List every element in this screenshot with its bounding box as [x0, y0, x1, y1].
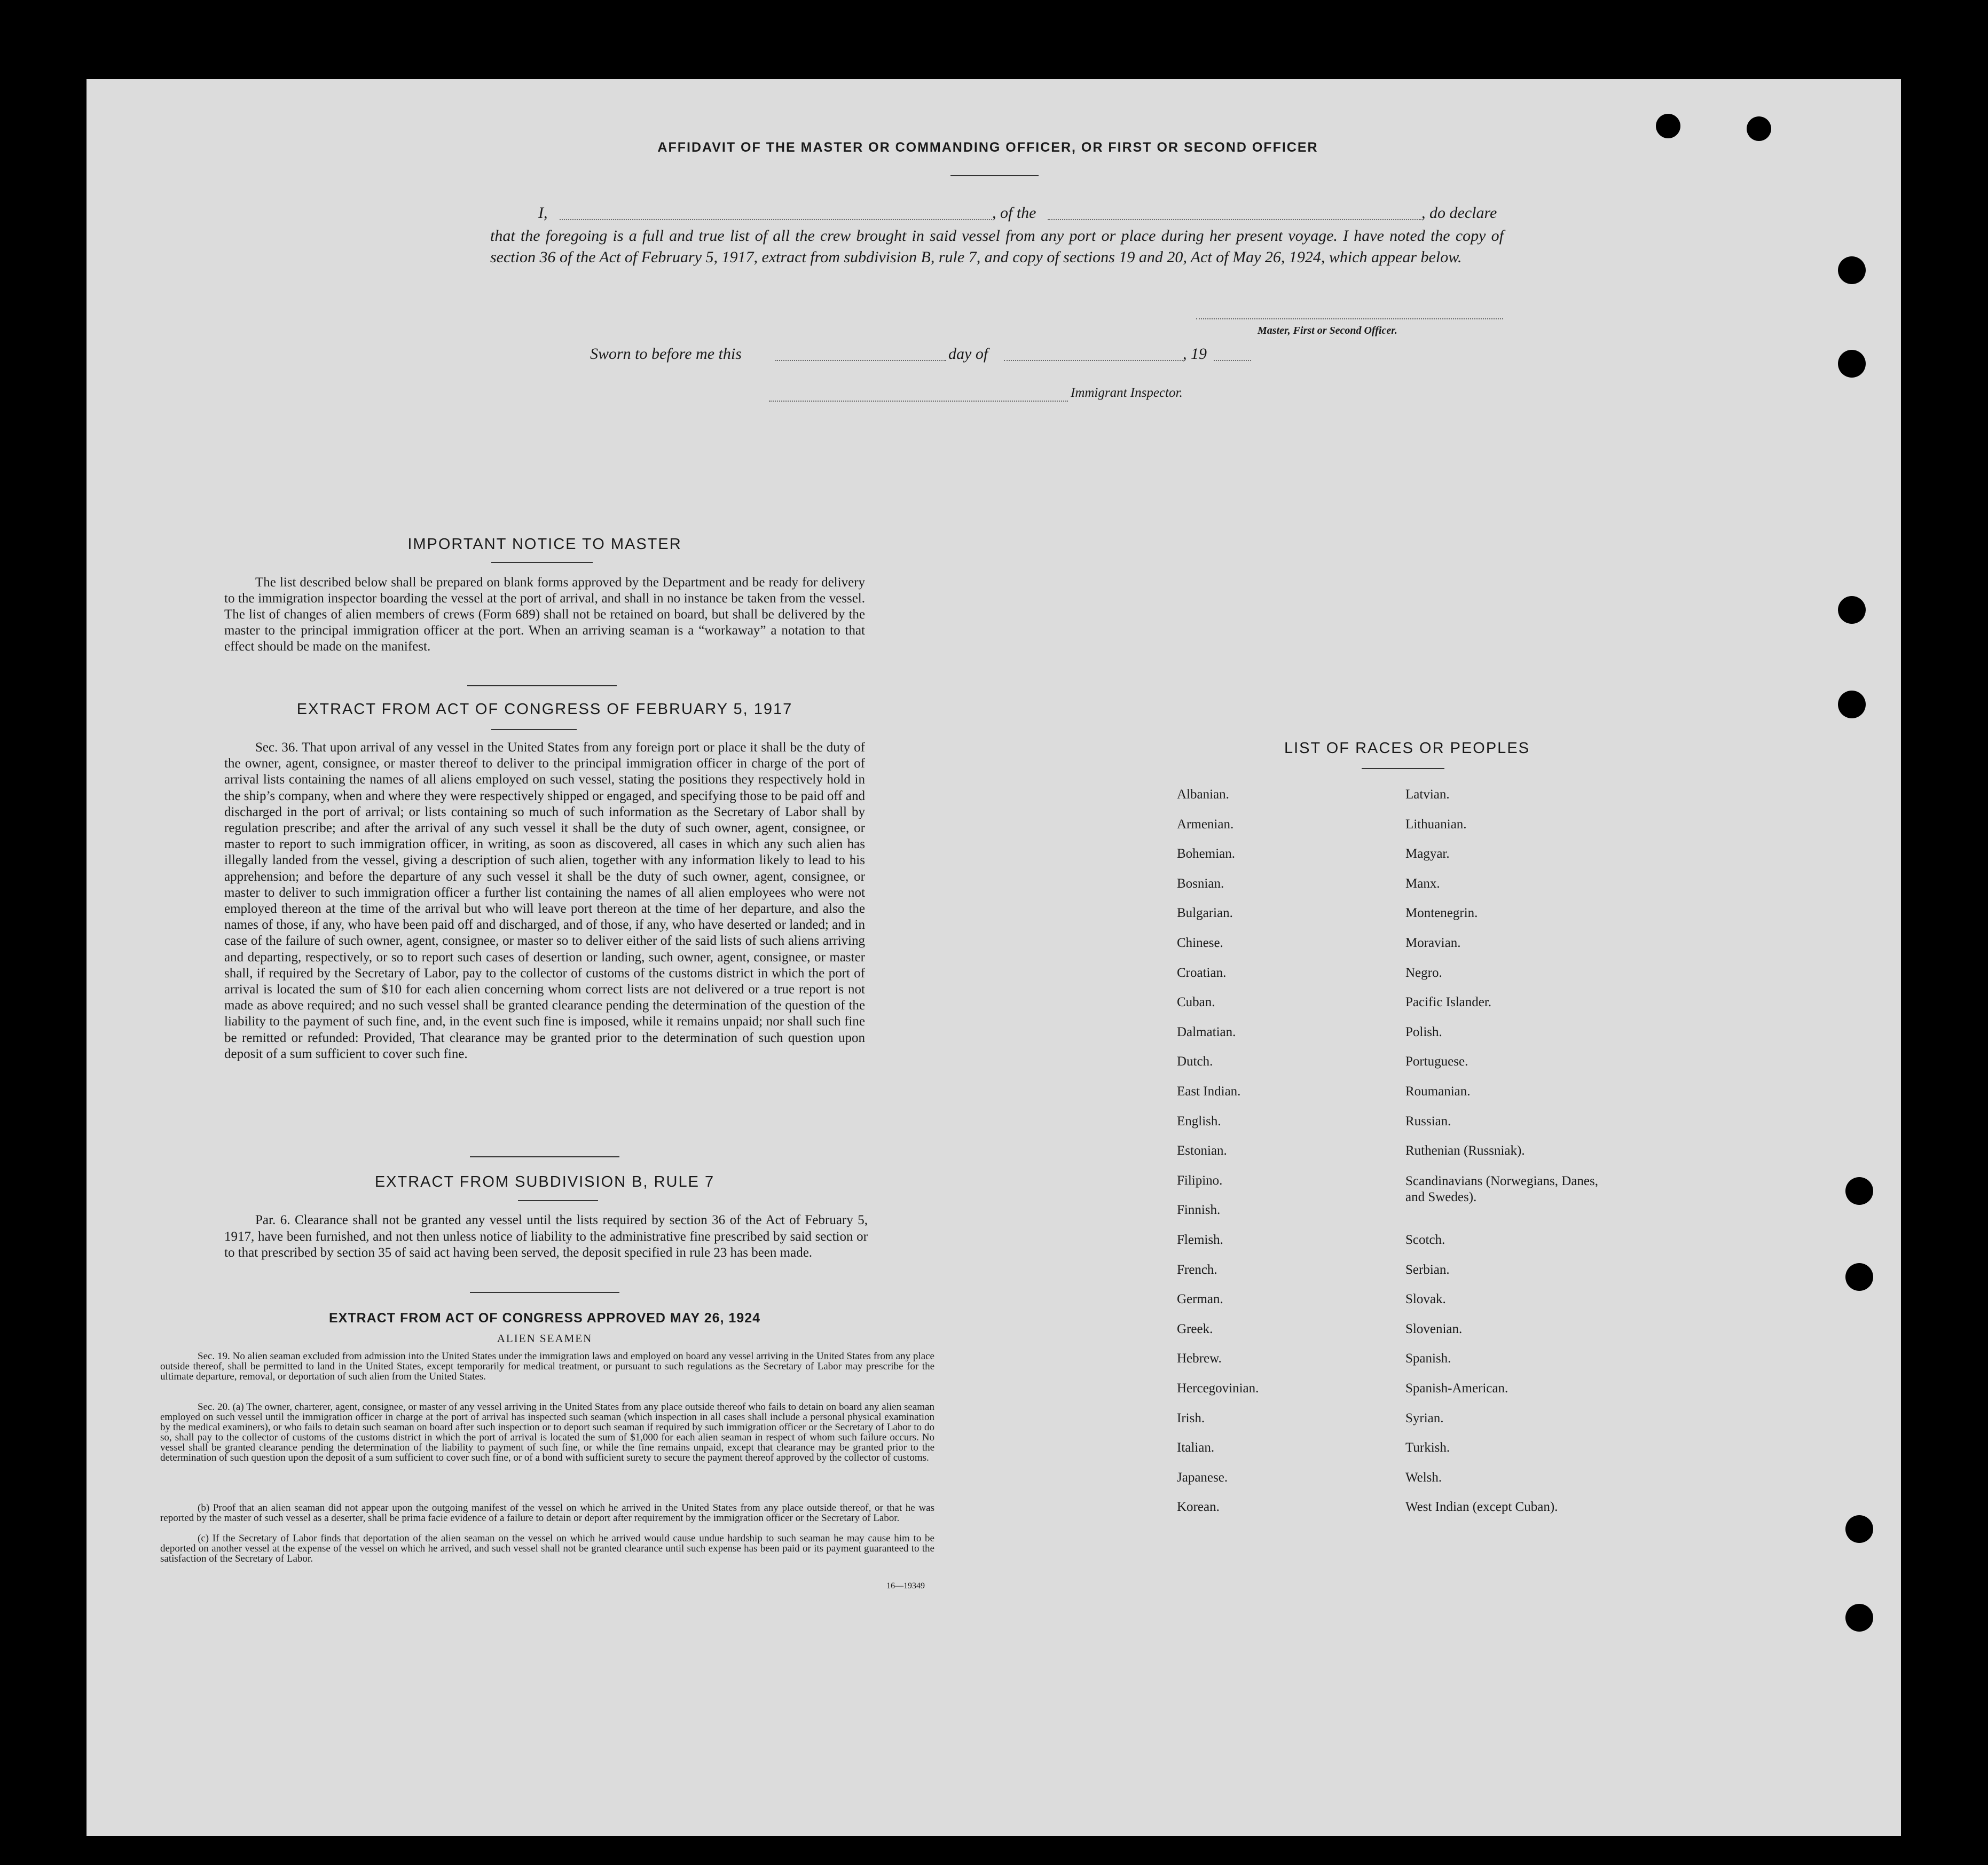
alien-seamen-subtitle: ALIEN SEAMEN [497, 1332, 593, 1345]
affidavit-of-the: , of the [992, 204, 1036, 222]
punch-hole [1845, 1263, 1873, 1291]
punch-hole [1845, 1604, 1873, 1632]
day-of-label: day of [948, 345, 988, 363]
punch-hole [1656, 114, 1680, 138]
race-item: Scandinavians (Norwegians, Danes, and Swedes). [1405, 1173, 1599, 1204]
race-item: Chinese. [1177, 936, 1223, 950]
race-item: Croatian. [1177, 965, 1227, 980]
race-item: Turkish. [1405, 1440, 1450, 1455]
notice-rule [491, 562, 593, 563]
race-item: Spanish. [1405, 1351, 1451, 1366]
race-item: Filipino. [1177, 1173, 1223, 1188]
race-item: Albanian. [1177, 787, 1229, 802]
race-item: Lithuanian. [1405, 817, 1467, 832]
race-item: Roumanian. [1405, 1084, 1471, 1099]
master-signature-line[interactable] [1196, 318, 1503, 319]
affidavit-do-declare: , do declare [1421, 204, 1497, 222]
race-item: Welsh. [1405, 1470, 1442, 1485]
sec-20a-text: Sec. 20. (a) The owner, charterer, agent, consignee, or master of any vessel arriving in the United States from any place outside thereof who fails to detain on board any alien seaman employed on such vessel until the immigration officer in charge at the port of arrival has inspected such seaman (which inspection in all cases shall include a personal physical examination by the medical examiners), or who fails to detain such seaman on board after such inspection or to deport such seaman if required by such immigration officer or the Secretary of Labor to do so, shall pay to the collector of customs of the customs district in which the port of arrival is located the sum of $1,000 for each alien seaman in respect of whom such failure occurs. No vessel shall be granted clearance pending the determination of the liability to payment of such fine, or while the fine remains unpaid, except that clearance may be granted prior to the determination of such question upon the deposit of a sum sufficient to cover such fine, or of a bond with sufficient surety to secure the payment thereof approved by the collector of customs. [160, 1401, 934, 1463]
name-line[interactable] [560, 219, 992, 220]
rule-7-body: Par. 6. Clearance shall not be granted any vessel until the lists required by section 36 of the Act of February 5, 1917, have been furnished, and not then unless notice of liability to the administrative fine prescribed by said section or to that prescribed by section 35 of said act having been served, the deposit specified in rule 23 has been made. [224, 1213, 868, 1260]
section-divider [467, 685, 617, 686]
race-item: Russian. [1405, 1114, 1451, 1129]
punch-hole [1845, 1515, 1873, 1543]
race-item: Scotch. [1405, 1233, 1445, 1247]
race-item: Irish. [1177, 1410, 1205, 1425]
race-item: Pacific Islander. [1405, 995, 1492, 1010]
race-item: Spanish-American. [1405, 1381, 1508, 1396]
sworn-year-line[interactable] [1214, 360, 1251, 361]
punch-hole [1747, 116, 1771, 141]
section-divider [470, 1156, 619, 1157]
punch-hole [1838, 691, 1866, 718]
race-item: Estonian. [1177, 1143, 1227, 1158]
punch-hole [1838, 350, 1866, 378]
notice-title: IMPORTANT NOTICE TO MASTER [407, 536, 682, 553]
punch-hole [1838, 596, 1866, 624]
race-item: Dutch. [1177, 1054, 1213, 1069]
sworn-month-line[interactable] [1004, 360, 1183, 361]
race-item: Dalmatian. [1177, 1024, 1236, 1039]
race-item: Latvian. [1405, 787, 1450, 802]
race-item: Montenegrin. [1405, 906, 1478, 921]
punch-hole [1845, 1177, 1873, 1205]
vessel-line[interactable] [1048, 219, 1421, 220]
race-item: Portuguese. [1405, 1054, 1468, 1069]
affidavit-i: I, [538, 204, 548, 222]
race-item: Cuban. [1177, 995, 1215, 1010]
extract-1924-title: EXTRACT FROM ACT OF CONGRESS APPROVED MAY 26, 1924 [328, 1311, 761, 1326]
punch-hole [1838, 256, 1866, 284]
race-item: East Indian. [1177, 1084, 1241, 1099]
race-item: Serbian. [1405, 1262, 1450, 1277]
race-item: Slovenian. [1405, 1321, 1463, 1336]
race-item: English. [1177, 1114, 1221, 1129]
race-item: Ruthenian (Russniak). [1405, 1143, 1525, 1158]
race-item: Magyar. [1405, 847, 1450, 861]
races-title: LIST OF RACES OR PEOPLES [1284, 740, 1530, 757]
race-item: Polish. [1405, 1024, 1442, 1039]
extract-1917-title: EXTRACT FROM ACT OF CONGRESS OF FEBRUARY 5, 1917 [296, 701, 793, 718]
race-item: Finnish. [1177, 1203, 1221, 1218]
race-item: French. [1177, 1262, 1217, 1277]
title-rule [950, 175, 1039, 176]
sworn-label: Sworn to before me this [590, 345, 742, 363]
extract-1917-rule [491, 729, 577, 730]
race-item: Bosnian. [1177, 876, 1224, 891]
race-item: Manx. [1405, 876, 1440, 891]
rule-7-rule [518, 1200, 598, 1201]
race-item: Hebrew. [1177, 1351, 1222, 1366]
race-item: Italian. [1177, 1440, 1215, 1455]
form-number: 16—19349 [886, 1581, 925, 1590]
race-item: Armenian. [1177, 817, 1234, 832]
inspector-caption: Immigrant Inspector. [1071, 386, 1183, 400]
race-item: Negro. [1405, 965, 1442, 980]
notice-body: The list described below shall be prepared on blank forms approved by the Department and be ready for delivery to the immigration inspector boarding the vessel at the port of arrival, and shall in no instance be taken from the vessel. The list of changes of alien members of crews (Form 689) shall not be retained on board, but shall be delivered by the master to the principal immigration officer at the port. When an arriving seaman is a “workaway” a notation to that effect should be made on the manifest. [224, 575, 865, 654]
race-item: German. [1177, 1292, 1223, 1307]
race-item: Bohemian. [1177, 847, 1236, 861]
races-rule [1362, 768, 1444, 769]
race-item: Syrian. [1405, 1410, 1444, 1425]
race-item: Flemish. [1177, 1233, 1223, 1247]
affidavit-body: that the foregoing is a full and true list of all the crew brought in said vessel from any port or place during her present voyage. I have noted the copy of section 36 of the Act of February 5, 1917, extract from subdivision B, rule 7, and copy of sections 19 and 20, Act of May 26, 1924, which appear below. [490, 227, 1504, 266]
race-item: Bulgarian. [1177, 906, 1233, 921]
race-item: Korean. [1177, 1500, 1220, 1515]
race-item: Japanese. [1177, 1470, 1228, 1485]
rule-7-title: EXTRACT FROM SUBDIVISION B, RULE 7 [374, 1173, 715, 1190]
race-item: Slovak. [1405, 1292, 1446, 1307]
year-label: , 19 [1183, 345, 1207, 363]
sec-20c-text: (c) If the Secretary of Labor finds that deportation of the alien seaman on the vessel on which he arrived would cause undue hardship to such seaman he may cause him to be deported on another vessel at the expense of the vessel on which he arrived, and such vessel shall not be granted clearance until such expense has been paid or its payment guaranteed to the satisfaction of the Secretary of Labor. [160, 1533, 934, 1564]
extract-1917-body: Sec. 36. That upon arrival of any vessel in the United States from any foreign port or place it shall be the duty of the owner, agent, consignee, or master thereof to deliver to the principal immigration officer in charge of the port of arrival lists containing the names of all aliens employed on such vessel, stating the positions they respectively hold in the ship’s company, when and where they were respectively shipped or engaged, and specifying those to be paid off and discharged in the port of arrival; or lists containing so much of such information as the Secretary of Labor shall by regulation prescribe; and after the arrival of any such vessel it shall be the duty of such owner, agent, consignee, or master to report to such immigration officer, in writing, as soon as discovered, all cases in which any such alien has illegally landed from the vessel, giving a description of such alien, together with any information likely to lead to his apprehension; and before the departure of any such vessel it shall be the duty of such owner, agent, consignee, or master to deliver to such immigration officer a further list containing the names of all alien employees who were not employed thereon at the time of the arrival but who will leave port thereon at the time of her departure, and also the names of those, if any, who have been paid off and discharged, and of those, if any, who have deserted or landed; and in case of the failure of such owner, agent, consignee, or master so to deliver either of the said lists of such aliens arriving and departing, respectively, or so to report such cases of desertion or landing, such owner, agent, consignee, or master shall, if required by the Secretary of Labor, pay to the collector of customs of the customs district in which the port of arrival is located the sum of $10 for each alien concerning whom correct lists are not delivered or a true report is not made as above required; and no such vessel shall be granted clearance pending the determination of the question of the liability to the payment of such fine, and, in the event such fine is imposed, while it remains unpaid; nor shall such fine be remitted or refunded: Provided, That clearance may be granted prior to the determination of such question upon deposit of a sum sufficient to cover such fine. [224, 740, 865, 1061]
race-item: Greek. [1177, 1321, 1213, 1336]
sec-19-text: Sec. 19. No alien seaman excluded from admission into the United States under the immigration laws and employed on board any vessel arriving in the United States from any place outside thereof, shall be permitted to land in the United States, except temporarily for medical treatment, or pursuant to such regulations as the Secretary of Labor may prescribe for the ultimate departure, removal, or deportation of such alien from the United States. [160, 1351, 934, 1382]
race-item: Hercegovinian. [1177, 1381, 1259, 1396]
sec-20b-text: (b) Proof that an alien seaman did not appear upon the outgoing manifest of the vessel on which he arrived in the United States from any place outside thereof, or that he was reported by the master of such vessel as a deserter, shall be prima facie evidence of a failure to detain or deport after requirement by the immigration officer or the Secretary of Labor. [160, 1502, 934, 1524]
affidavit-title: AFFIDAVIT OF THE MASTER OR COMMANDING OFFICER, OR FIRST OR SECOND OFFICER [657, 140, 1318, 155]
inspector-signature-line[interactable] [769, 401, 1068, 402]
race-item: West Indian (except Cuban). [1405, 1500, 1558, 1515]
race-item: Moravian. [1405, 936, 1461, 950]
sworn-day-line[interactable] [775, 360, 946, 361]
section-divider [470, 1292, 619, 1293]
master-caption: Master, First or Second Officer. [1258, 325, 1397, 336]
